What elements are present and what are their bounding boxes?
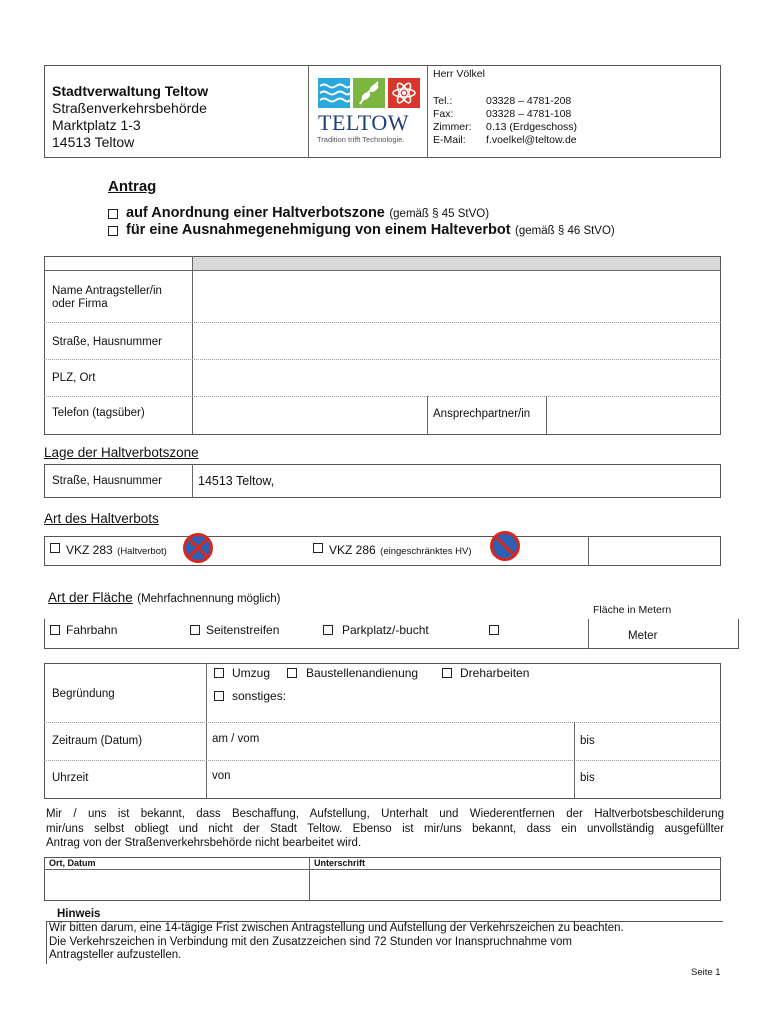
room-label: Zimmer:: [433, 121, 472, 133]
time-label: Uhrzeit: [52, 772, 89, 784]
vkz286-checkbox[interactable]: [313, 543, 323, 553]
period-from-label: am / vom: [212, 733, 260, 745]
notice-text: [49, 922, 624, 963]
page-number: Seite 1: [691, 967, 721, 978]
authority-street: Marktplatz 1-3: [52, 117, 141, 133]
reason-construction-label: Baustellenandienung: [306, 666, 419, 680]
fax-value: 03328 – 4781-108: [486, 108, 572, 120]
area-parking-label: Parkplatz/-bucht: [342, 623, 429, 637]
applicant-zip-input[interactable]: [198, 369, 713, 387]
applicant-name-label-1: Name Antragsteller/in: [52, 285, 162, 297]
fax-label: Fax:: [433, 108, 454, 120]
declaration-line: Antrag von der Straßenverkehrsbehörde nicht bearbeitet wird.: [46, 837, 362, 849]
period-to-label: bis: [580, 735, 595, 747]
location-street-label: Straße, Hausnummer: [52, 475, 162, 487]
area-size-label: Fläche in Metern: [593, 604, 672, 616]
vkz283-checkbox[interactable]: [50, 543, 60, 553]
option-exception-checkbox[interactable]: [108, 226, 118, 236]
time-from-label: von: [212, 770, 231, 782]
vkz286-label: VKZ 286: [329, 543, 376, 557]
declaration-line: Mir / uns ist bekannt, dass Beschaffung, Aufstellung, Unterhalt und Wiederentfernen der Haltverbotsbeschilderung: [46, 808, 724, 820]
authority-dept: Straßenverkehrsbehörde: [52, 100, 207, 116]
restricted-stopping-sign-icon: [490, 531, 520, 561]
reason-other-input[interactable]: [300, 689, 710, 705]
vkz283-note: (Haltverbot): [117, 546, 167, 557]
time-to-input[interactable]: [602, 770, 714, 788]
notice-title: Hinweis: [57, 908, 101, 920]
reason-filming-label: Dreharbeiten: [460, 666, 530, 680]
option-exception-label: für eine Ausnahmegenehmigung von einem Halteverbot: [126, 222, 511, 238]
location-title: Lage der Haltverbotszone: [44, 445, 199, 460]
reason-construction-checkbox[interactable]: [287, 668, 297, 678]
declaration-text: [46, 807, 724, 851]
vkz286-option: [329, 541, 472, 559]
notice-line: Wir bitten darum, eine 14-tägige Frist zwischen Antragstellung und Aufstellung der Verkehrszeichen zu beachten.: [49, 922, 624, 934]
reason-other-checkbox[interactable]: [214, 691, 224, 701]
area-carriageway-checkbox[interactable]: [50, 625, 60, 635]
room-value: 0.13 (Erdgeschoss): [486, 121, 578, 133]
email-value[interactable]: f.voelkel@teltow.de: [486, 134, 577, 146]
option-exception-note: (gemäß § 46 StVO): [515, 225, 615, 237]
reason-move-label: Umzug: [232, 666, 271, 680]
time-from-input[interactable]: [240, 770, 568, 788]
vkz283-option: [66, 541, 167, 559]
area-shoulder-checkbox[interactable]: [190, 625, 200, 635]
applicant-phone-label: Telefon (tagsüber): [52, 407, 145, 419]
tel-value: 03328 – 4781-208: [486, 95, 572, 107]
place-date-input[interactable]: [50, 876, 302, 894]
signature-field[interactable]: [312, 872, 718, 899]
logo-emblem-icon: [316, 76, 422, 110]
reason-other-label: sonstiges:: [232, 689, 287, 703]
period-label: Zeitraum (Datum): [52, 735, 143, 747]
logo-tagline: Tradition trifft Technologie.: [317, 135, 405, 144]
reason-label: Begründung: [52, 688, 115, 700]
applicant-name-label-2: oder Firma: [52, 298, 108, 310]
option-zone-checkbox[interactable]: [108, 209, 118, 219]
applicant-street-input[interactable]: [198, 332, 713, 350]
logo-wordmark: TELTOW: [318, 110, 409, 135]
area-other-checkbox[interactable]: [489, 625, 499, 635]
notice-line: Die Verkehrszeichen in Verbindung mit den Zusatzzeichen sind 72 Stunden vor Inanspruchnahme vom: [49, 935, 572, 948]
option-exception: [126, 221, 615, 239]
applicant-name-input[interactable]: [198, 290, 713, 308]
applicant-phone-input[interactable]: [198, 405, 420, 423]
vkz286-note: (eingeschränktes HV): [380, 546, 472, 557]
notice-line: Antragsteller aufzustellen.: [49, 949, 182, 961]
option-zone-note: (gemäß § 45 StVO): [389, 208, 490, 220]
applicant-zip-label: PLZ, Ort: [52, 372, 96, 384]
tel-label: Tel.:: [433, 95, 453, 107]
area-shoulder-label: Seitenstreifen: [206, 623, 280, 637]
authority-name: Stadtverwaltung Teltow: [52, 83, 209, 99]
header-divider: [308, 65, 309, 158]
area-title: Art der Fläche: [48, 590, 133, 605]
reason-move-checkbox[interactable]: [214, 668, 224, 678]
teltow-logo: [316, 76, 422, 146]
signature-label: Unterschrift: [314, 858, 366, 868]
applicant-header-shade: [192, 257, 720, 270]
option-zone: [126, 204, 489, 222]
place-date-label: Ort, Datum: [49, 858, 96, 868]
declaration-line: mir/uns selbst obliegt und nicht der Stadt Teltow. Ebenso ist mir/uns bekannt, dass ein unvollständig ausgefüllter: [46, 822, 724, 835]
applicant-contact-label: Ansprechpartner/in: [433, 408, 531, 420]
authority-city: 14513 Teltow: [52, 134, 135, 150]
email-label: E-Mail:: [433, 134, 466, 146]
area-parking-checkbox[interactable]: [323, 625, 333, 635]
area-unit: Meter: [628, 630, 658, 642]
location-street-value[interactable]: 14513 Teltow,: [198, 474, 275, 488]
area-note: (Mehrfachnennung möglich): [137, 593, 281, 605]
applicant-street-label: Straße, Hausnummer: [52, 336, 162, 348]
header-divider-2: [427, 65, 428, 158]
ban-type-title: Art des Haltverbots: [44, 511, 159, 526]
contact-person: Herr Völkel: [433, 68, 485, 80]
time-to-label: bis: [580, 772, 595, 784]
form-heading: Antrag: [108, 178, 157, 195]
reason-filming-checkbox[interactable]: [442, 668, 452, 678]
period-to-input[interactable]: [602, 733, 714, 751]
applicant-contact-input[interactable]: [552, 405, 714, 423]
period-from-input[interactable]: [268, 733, 568, 751]
area-carriageway-label: Fahrbahn: [66, 623, 118, 637]
no-stopping-sign-icon: [183, 533, 213, 563]
option-zone-label: auf Anordnung einer Haltverbotszone: [126, 205, 385, 221]
area-heading: [48, 589, 280, 607]
vkz283-label: VKZ 283: [66, 543, 113, 557]
